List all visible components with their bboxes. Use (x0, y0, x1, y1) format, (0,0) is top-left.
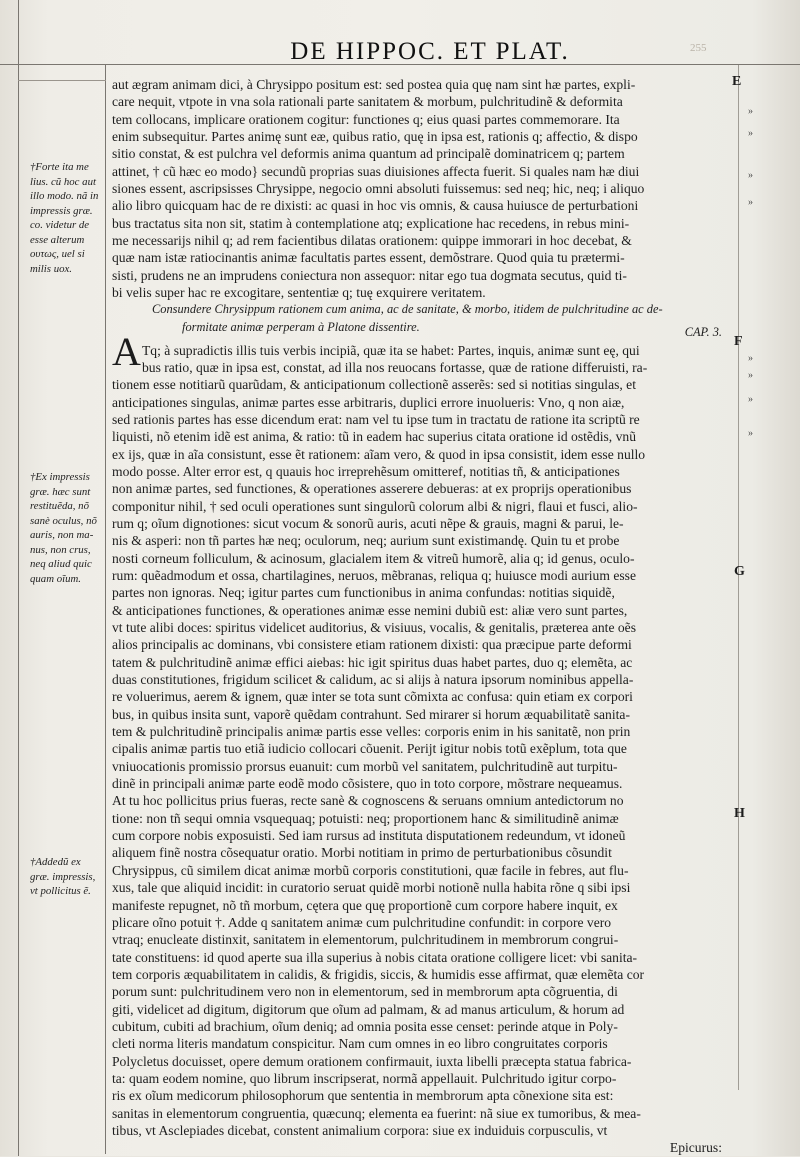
margin-note-line: neq aliud quic (30, 558, 92, 570)
main-text (112, 76, 732, 1157)
margin-note-1 (30, 160, 108, 276)
text-line: Polycletus docuisset, opere demum orationem confirmauit, iuxta libelli præcepta statua fabrica- (112, 1053, 632, 1069)
text-line: attinet, † cũ hæc eo modo} secundũ proprias suas diuisiones affecta fuerit. Si quales nam hæ diui (112, 163, 640, 179)
margin-rule-mid (18, 80, 106, 81)
text-line: tem corporis æquabilitatem in calidis, & frigidis, siccis, & humidis esse affirmat, quæ elemẽta cor (112, 966, 645, 982)
text-line: enim subsequitur. Partes animę sunt eæ, quibus ratio, quę in ipsa est, rationis q; affectio, & dispo (112, 129, 638, 145)
quote-mark: » (748, 353, 753, 364)
text-line: rum: quẽadmodum et ossa, chartilagines, neruos, mẽbranas, reliqua q; huiusce modi aurium esse (112, 567, 636, 583)
quote-mark: » (748, 197, 753, 208)
text-line: duas constitutiones, frigidum scilicet & calidum, ac si alijs à natura ipsorum nominibus appella- (112, 672, 634, 688)
quote-mark: » (748, 170, 753, 181)
text-line: partes non ignoras. Neq; igitur partes cum functionibus in anima confundas: notitias siquidẽ, (112, 585, 615, 601)
quote-mark: » (748, 428, 753, 439)
text-line: liquisti, nõ etenim idẽ est anima, & ratio: tũ in eadem hac superius citata oratione id ostẽdis, vnũ (112, 429, 636, 445)
page-number-bleed: 255 (690, 42, 707, 54)
text-line: nis & asperi: non tñ partes hæ neq; oculorum, neq; aurium sunt existimandę. Quin tu et probe (112, 533, 620, 549)
text-line: anticipationes singulas, animæ partes esse arbitraris, duplici errore inuolueris: Vno, q non aiæ, (112, 394, 625, 410)
text-line: cum corpore nobis exposuisti. Sed iam rursus ad instituta disputationem redeundum, vt idoneũ (112, 828, 626, 844)
margin-note-line: ουτως, uel si (30, 248, 85, 260)
chapter-heading-line: formitate animæ perperam à Platone dissentire. (182, 319, 420, 334)
margin-note-line: græ. hæc sunt (30, 485, 91, 498)
text-line: Chrysippus, cũ similem dicat animæ morbũ corporis constitutioni, quæ facile in febres, aut flu- (112, 862, 629, 878)
margin-note-line: sanè oculus, nõ (30, 514, 97, 527)
text-line: sed rationis partes has esse dicendum erat: nam vel tu ipse tum in tractatu de ratione ita scriptũ re (112, 411, 640, 427)
margin-note-line: †Forte ita me (30, 161, 89, 173)
text-line: rum q; oĩum dignotiones: sicut vocum & sonorũ auris, acuti nẽpe & grauis, magni & parui, le- (112, 515, 624, 531)
margin-note-line: restituẽda, nõ (30, 500, 89, 512)
text-line: porum sunt: pulchritudinem vero non in elementorum, sed in membrorum apta cõgruentia, di (112, 984, 618, 1000)
chapter-label: CAP. 3. (684, 325, 722, 340)
quote-mark: » (748, 394, 753, 405)
margin-rule-outer (18, 0, 19, 1156)
margin-note-line: quam oĩum. (30, 572, 81, 585)
text-line: vt tute alibi doces: spiritus videlicet auditorius, & visiuus, vocalis, & genitalis, præterea ante oẽs (112, 620, 637, 635)
text-line: sisti, prudens ne an imprudens coniectura non assequor: nitar ego tua dogmata secutus, quid ti- (112, 267, 627, 283)
margin-note-line: illo modo. nã in (30, 190, 99, 202)
margin-note-line: auris, non ma- (30, 529, 94, 541)
quote-mark: » (748, 106, 753, 117)
margin-note-3 (30, 855, 108, 899)
page-title: DE HIPPOC. ET PLAT. (290, 38, 570, 65)
margin-note-line: impressis græ. (30, 204, 93, 217)
text-line: bus, in quibus insita sunt, vaporẽ quẽdam contrahunt. Sed mirarer si horum æquabilitatẽ sanita- (112, 706, 630, 722)
margin-note-line: græ. impressis, (30, 870, 96, 883)
text-line: giti, videlicet ad digitum, digitorum que oĩum ad palmam, & ad manus articulum, & horum ad (112, 1001, 625, 1017)
text-line: alio libro quicquam hac de re dixisti: ac quasi in hoc vis omnis, & causa huiusce de perturbationi (112, 198, 639, 214)
text-line: manifeste repugnet, nõ tñ morbum, cętera que quę proportionẽ cum corpore habere inquit, ex (112, 897, 618, 913)
side-letter-e: E (732, 74, 742, 89)
margin-note-line: milis uox. (30, 262, 72, 275)
quote-mark: » (748, 128, 753, 139)
text-line: tibus, vt Asclepiades dicebat, constent animalium corpora: siue ex induiduis corpusculis, vt (112, 1122, 608, 1138)
text-line: dinẽ in principali animæ parte eodẽ modo cõsistere, quo in toto corpore, mõstrare nequeamus. (112, 776, 623, 792)
text-line: xus, tale que aliquid incidit: in curatorio seruat quidẽ morbi notionẽ nulla habita rõne q sibi ipsi (112, 880, 631, 896)
text-line: non animæ partes, sed functiones, & operationes asserere debueras: at ex proprijs operationibus (112, 481, 632, 497)
margin-note-line: esse alterum (30, 233, 85, 246)
text-line: bus tractatus sita non sit, statim à contemplatione atq; explicatione hac recedens, in rebus mini- (112, 215, 630, 231)
margin-note-line: co. videtur de (30, 219, 90, 231)
text-line: re voluerimus, aerem & ignem, quæ inter se tota sunt cõmixta ac confusa: quin etiam ex corpori (112, 689, 633, 705)
text-line: cleti norma literis mandatum conspicitur. Nam cum omnes in eo libro congruitates corporis (112, 1036, 608, 1052)
text-line: tionem esse notitiarũ quarũdam, & anticipationum collectionẽ asserẽs: sed si notitias singulas, et (112, 377, 636, 393)
text-line: aut ægram animam dici, à Chrysippo positum est: sed postea quia quę nam sint hæ partes, expli- (112, 77, 636, 92)
text-line: ris ex oĩum medicorum philosophorum que sententia in membrorum apta cõnexione sita est: (112, 1088, 614, 1104)
text-line: componitur nihil, † sed oculi operationes sunt singulorũ colorum albi & nigri, flaui et fusci, alio- (112, 498, 638, 514)
side-letter-f: F (734, 334, 743, 349)
text-line: aliquem finẽ nostra cõsequatur oratio. Morbi notitiam in primo de perturbationibus cõsundit (112, 845, 612, 861)
text-line: quæ nam istæ ratiocinantis animæ facultatis partes essent, demõstrare. Quod quia tu prætermi- (112, 250, 625, 266)
text-line: tione: non tñ sequi omnia vsquequaq; potuisti: neq; proportionem hanc & similitudinẽ animæ (112, 810, 619, 826)
text-line: sanitas in elementorum congruentia, quæcunq; elementa ea fuerint: nã siue ex tumoribus, & mea- (112, 1105, 641, 1121)
text-line: tatem & pulchritudinẽ animæ effici aiebas: hic igit spiritus duas habet partes, duo q; elemẽta, ac (112, 654, 633, 670)
text-line: ta: quam eodem nomine, quo librum inscripserat, normã appellauit. Pulchritudo igitur corpo- (112, 1070, 617, 1086)
margin-note-line: lius. cũ hoc aut (30, 175, 96, 188)
text-line: cipalis animæ partis tuo etiã iudicio collocari cõuenit. Perijt igitur nobis totũ exẽplum, tota que (112, 741, 627, 757)
text-line: tem & pulchritudinẽ principalis animæ partis esse velles: corporis enim in his sanitatẽ, non prin (112, 724, 631, 740)
text-line: cubitum, cubiti ad brachium, oĩum deniq; ad omnia posita esse censet: perinde atque in Poly- (112, 1018, 618, 1034)
text-line: tate constituens: id quod aperte sua illa superius à nobis citata oratione colligere licet: vbi sanita- (112, 949, 638, 965)
quote-mark: » (748, 370, 753, 381)
text-line: bi velis super hac re excogitare, sententiæ q; tuę exquirere veritatem. (112, 285, 486, 301)
catchword: Epicurus: (669, 1140, 722, 1156)
text-line: Tq; à supradictis illis tuis verbis incipiã, quæ ita se habet: Partes, inquis, animæ sunt eę, qui (142, 342, 640, 358)
text-line: care nequit, vtpote in vna sola rationali parte sanitatem & morbum, pulchritudinẽ & deformita (112, 94, 623, 110)
side-letter-h: H (734, 806, 745, 821)
text-line: plicare oĩno potuit †. Adde q sanitatem animæ cum pulchritudine confundit: in corpore vero (112, 914, 612, 930)
text-line: vtraq; enucleate distinxit, sanitatem in elementorum, pulchritudinem in membrorum congrui- (112, 932, 619, 948)
margin-note-2 (30, 470, 108, 586)
text-line: me necessarijs nihil q; ad rem facientibus dilatas orationem: quippe immorari in hoc decebat, & (112, 233, 632, 249)
text-line: alios principalis ac dominans, vbi consistere etiam rationem dixisti: qua præcipue parte deformi (112, 637, 632, 653)
text-line: vniuocationis promissio prorsus euanuit: cum morbũ vel sanitatem, pulchritudinẽ aut turpitu- (112, 758, 618, 774)
text-line: tem collocans, implicare orationem cogitur: functiones q; eius quasi partes commemorare. Ita (112, 111, 620, 127)
drop-cap: A (112, 329, 141, 374)
margin-note-line: †Addedũ ex (30, 856, 81, 868)
chapter-heading-line: Consundere Chrysippum rationem cum anima, ac de sanitate, & morbo, itidem de pulchritudine ac de- (152, 302, 663, 317)
side-letter-g: G (734, 564, 745, 579)
text-line: nosti corneum folliculum, & acinosum, glacialem item & vitreũ humorẽ, alia q; id genus, oculo- (112, 550, 635, 566)
margin-note-line: nus, non crus, (30, 543, 91, 556)
text-line: ex ijs, quæ in aĩa consistunt, esse ẽt rationem: aĩam vero, & quod in ipsa consistit, idem esse nullo (112, 446, 646, 462)
text-line: bus ratio, quæ in ipsa est, constat, ad illa nos reuocans fortasse, quæ de ratione differuisti, ra- (142, 359, 648, 375)
text-line: sitio constat, & est pulchra vel deformis anima quantum ad principalẽ dominatricem q; partem (112, 146, 625, 162)
text-line: & anticipationes functiones, & operationes animæ esse nemini dubiũ est: aliæ vero sunt partes, (112, 602, 628, 618)
text-line: modo posse. Alter error est, q quauis hoc irreprehẽsum omitteref, notitias tñ, & anticipationes (112, 463, 620, 479)
margin-note-line: †Ex impressis (30, 471, 90, 483)
margin-note-line: vt pollicitus ẽ. (30, 885, 91, 897)
text-line: siones essent, ascripsisses Chrysippe, negocio omni absoluti fuissemus: sed neq; hic, neq; i aliquo (112, 181, 645, 197)
text-line: At tu hoc pollicitus prius fueras, recte sanè & cognoscens & seruans omnium antedictorum no (112, 793, 624, 809)
